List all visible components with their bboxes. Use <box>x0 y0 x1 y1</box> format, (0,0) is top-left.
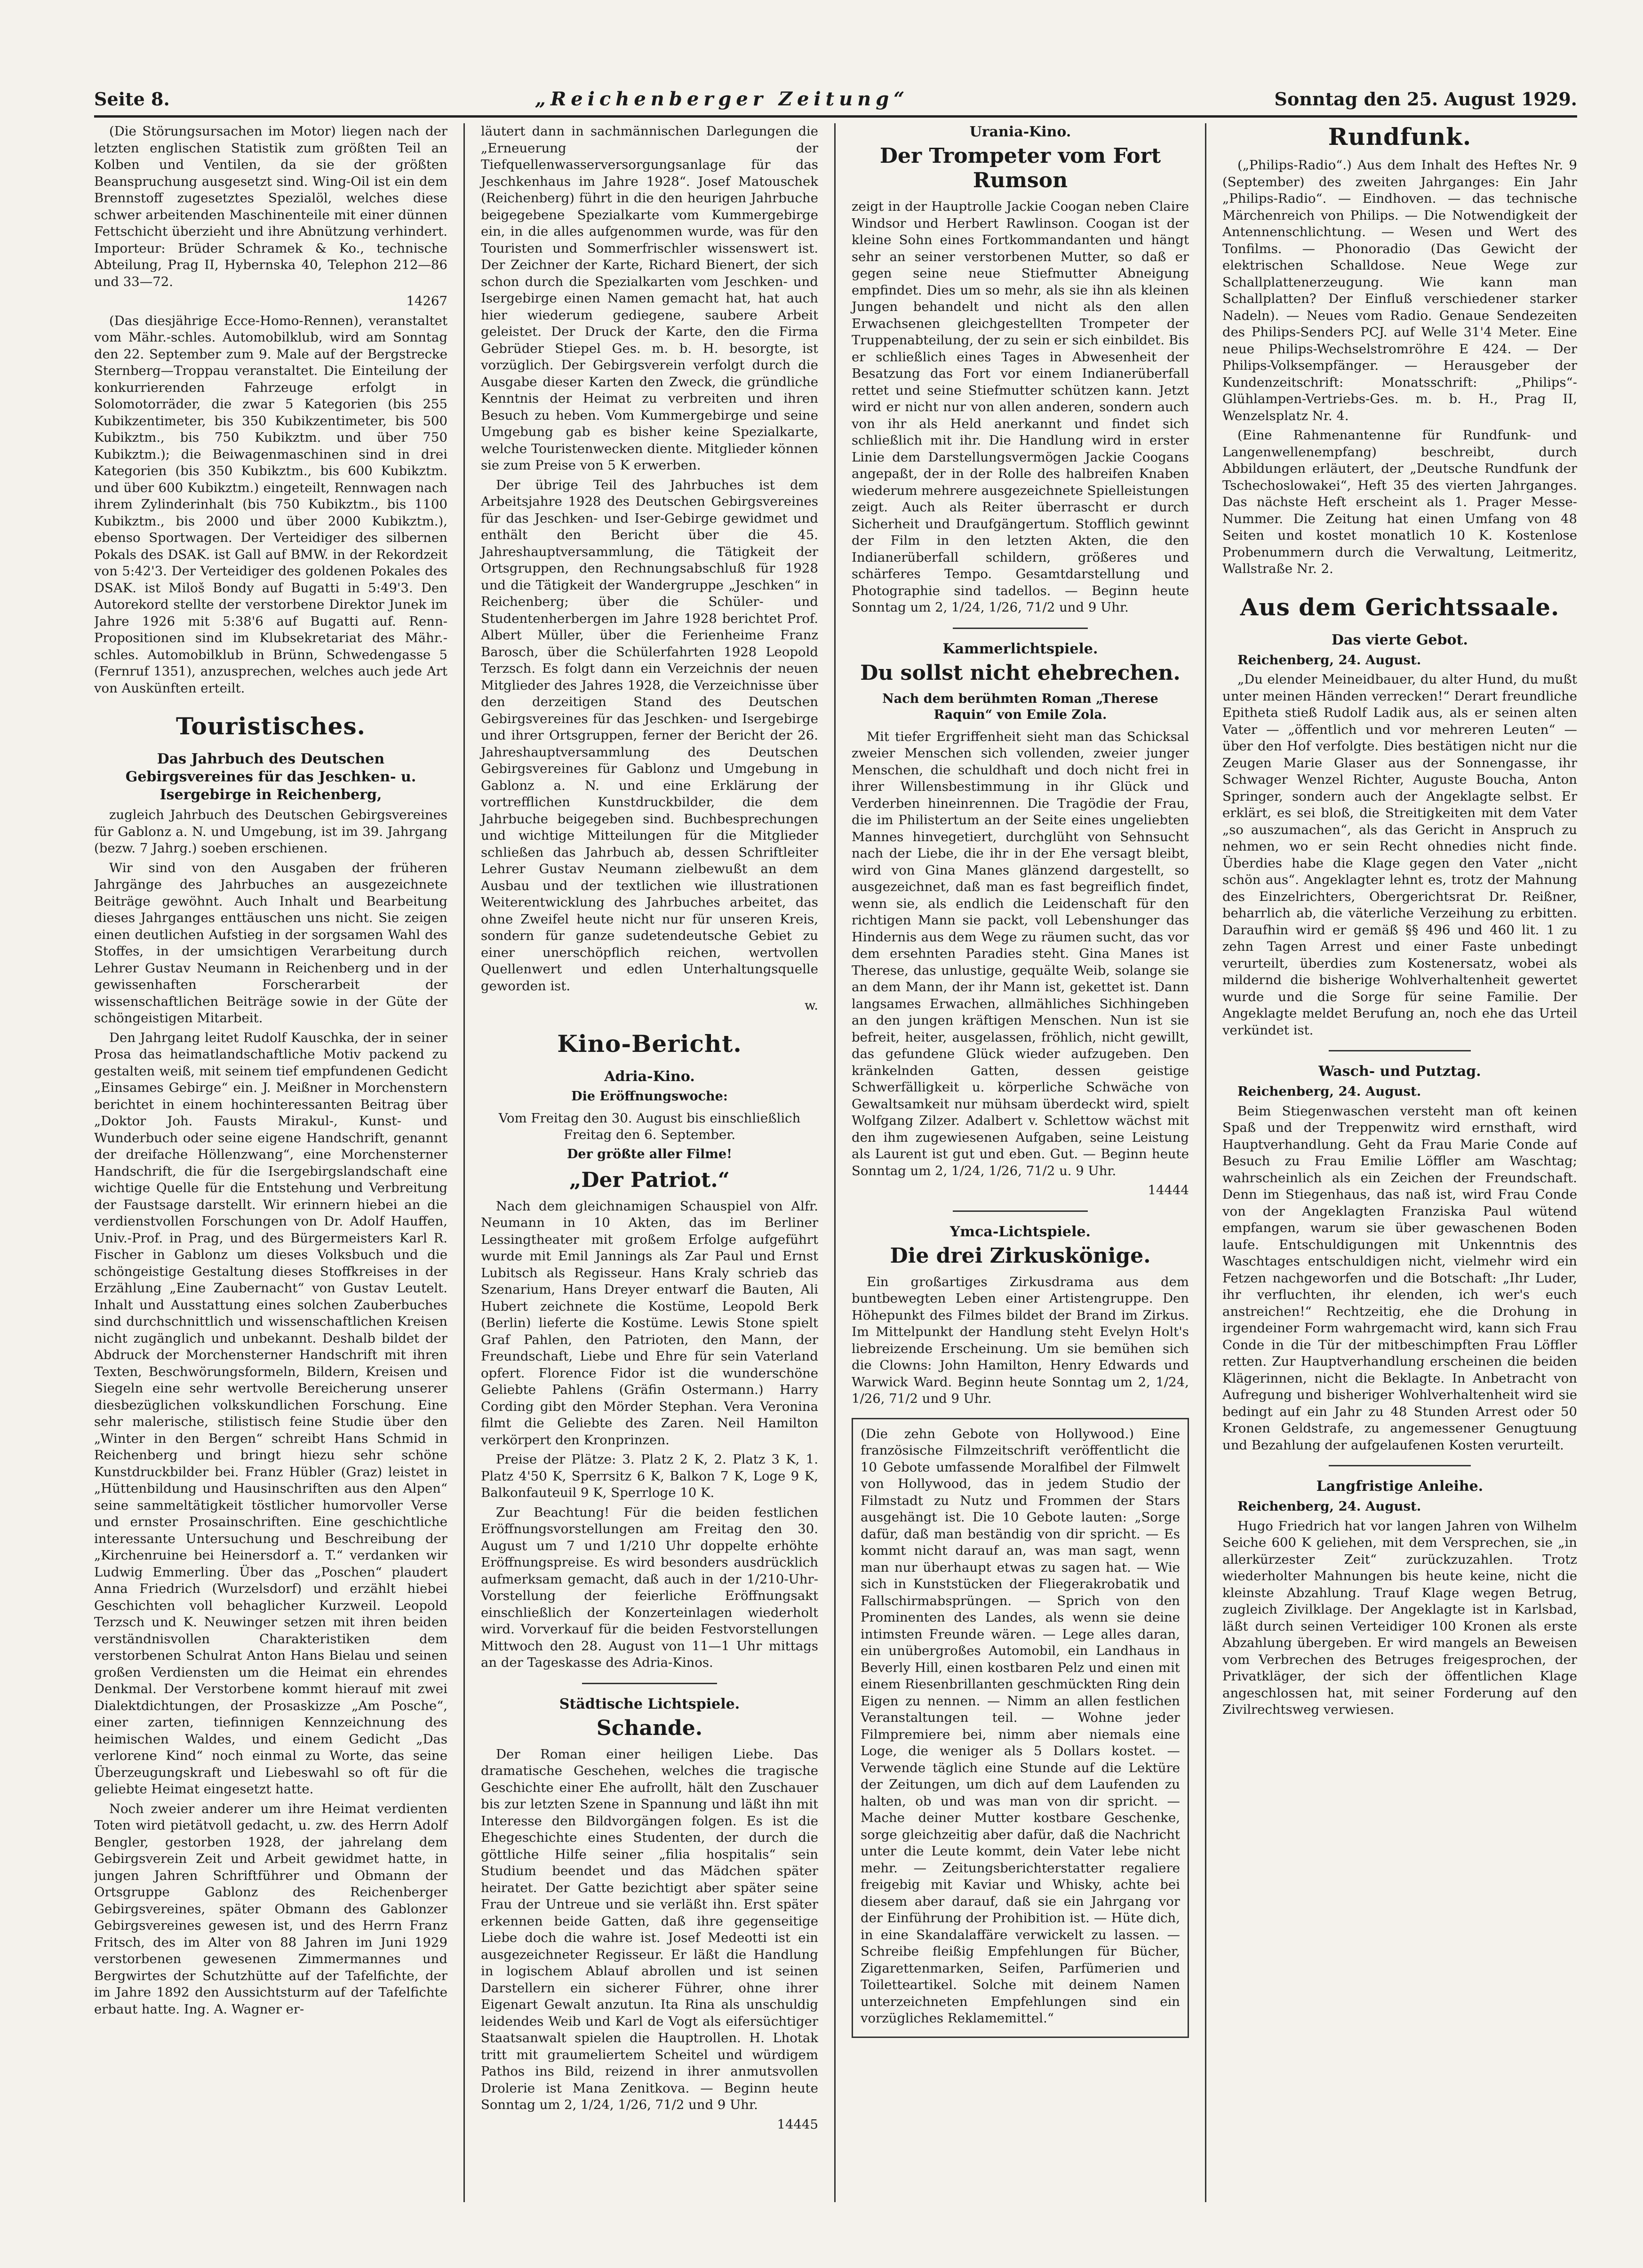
section-gerichtssaal: Aus dem Gerichtssaale. <box>1240 593 1560 621</box>
dateline: Reichenberg, 24. August. <box>1237 1084 1421 1099</box>
column-2 <box>465 123 836 2202</box>
notice: Zur Beachtung! Für die beiden festlichen Eröffnungsvorstellungen am Freitag den 30. August um 7 und 1/210 Uhr doppelte erhöhte Eröffnungspreise. Es wird besonders ausdrücklich aufmerksam gemacht, daß auch in der 1/210-Uhr-Vorstellung der feierliche Eröffnungsakt einschließlich der Konzerteinlagen wiederholt wird. Vorverkauf für die beiden Festvorstellungen Mittwoch den 28. August von 11—1 Uhr mittags an der Tageskasse des Adria-Kinos. <box>481 1504 818 1670</box>
paragraph: zugleich Jahrbuch des Deutschen Gebirgsvereines für Gablonz a. N. und Umgebung, ist im 39. Jahrgang (bezw. 7 Jahrg.) soeben erschienen. <box>94 807 447 856</box>
show-dates: Vom Freitag den 30. August bis einschließlich Freitag den 6. September. <box>498 1110 801 1142</box>
reference-number: 14445 <box>777 2117 818 2132</box>
paragraph: Beim Stiegenwaschen versteht man oft keinen Spaß und der Treppenwitz wird ernsthaft, wird Hauptverhandlung. Geht da Frau Marie Conde auf Besuch zu Frau Emilie Löffler am Waschtag; wahrscheinlich als ein Zeichen der Freundschaft. Denn im Stiegenhaus, das naß ist, wird Frau Conde von der Angeklagten Franziska Paul wütend empfangen, warum sie über gewaschenen Boden laufe. Entschuldigungen mit Unkenntnis des Waschtages entschuldigen nicht, vielmehr wird ein Fetzen nachgeworfen und die Botschaft: „Ihr Luder, ihr verfluchten, ihr elenden, ich wer's euch anstreichen!“ Rechtzeitig, ehe die Drohung in irgendeiner Form wahrgemacht wird, kann sich Frau Conde in die Tür der mitbeschimpften Frau Löffler retten. Zur Hauptverhandlung erscheinen die beiden Klägerinnen, nicht die Beklagte. In Anbetracht von Aufregung und bisheriger Wohlverhaltenheit wird sie bedingt auf ein Jahr zu 48 Stunden Arrest oder 50 Kronen Geldstrafe, zu angemessener Genugtuung und Bezahlung der aufgelaufenen Kosten verurteilt. <box>1222 1103 1577 1453</box>
dateline: Reichenberg, 24. August. <box>1237 1499 1421 1514</box>
film-title-ehebrechen: Du sollst nicht ehebrechen. <box>860 661 1180 685</box>
paragraph: läutert dann in sachmännischen Darlegungen die „Erneuerung der Tiefquellenwasserversorgungsanlage für das Jeschkenhaus im Jahre 1928“. Josef Matouschek (Reichenberg) führt in die den heurigen Jahrbuche beigegebene Spezialkarte vom Kummergebirge ein, in die alles aufgenommen wurde, was für den Touristen und Sommerfrischler wissenswert ist. Der Zeichner der Karte, Richard Bienert, der sich schon durch die Spezialkarten vom Jeschken- und Isergebirge einen Namen gemacht hat, hat auch hier wiederum gediegene, saubere Arbeit geleistet. Der Druck der Karte, den die Firma Gebrüder Stiepel Ges. m. b. H. besorgte, ist vorzüglich. Der Gebirgsverein verfolgt durch die Ausgabe dieser Karten den Zweck, die gründliche Kenntnis der Heimat zu verbreiten und ihren Besuch zu heben. Vom Kummergebirge und seine Umgebung gab es bisher keine Spezialkarte, welche Touristenwecken diente. Mitglieder können sie zum Preise von 5 K erwerben. <box>481 124 818 473</box>
paragraph: Mit tiefer Ergriffenheit sieht man das Schicksal zweier Menschen sich vollenden, zweier junger Menschen, die schuldhaft und doch nicht frei in ihrer Willensbestimmung in ihr Glück und Verderben hineinrennen. Die Tragödie der Frau, die im Philistertum an der Seite eines ungeliebten Mannes hinvegetiert, durchglüht von Sehnsucht nach der Liebe, die ihr in der Ehe versagt bleibt, wird von Gina Manes glänzend dargestellt, so ausgezeichnet, daß man es fast begreiflich findet, wenn sie, als endlich die Leidenschaft für den richtigen Mann sie packt, voll Lebenshunger das Hindernis aus dem Wege zu räumen sucht, das vor dem ersehnten Paradies steht. Gina Manes ist Therese, das unlustige, gequälte Weib, solange sie an dem Mann, der ihr Mann ist, gekettet ist. Dann langsames Erwachen, allmähliches Sichhingeben an den jungen kräftigen Menschen. Nun ist sie befreit, heiter, ausgelassen, fröhlich, nicht gewillt, das gefundene Glück wieder aufzugeben. Den kränkelnden Gatten, dessen geistige Schwerfälligkeit u. körperliche Schwäche von Gewaltsamkeit nur mühsam überdeckt wird, spielt Wolfgang Zilzer. Adalbert v. Schlettow wächst mit den ihm zugewiesenen Aufgaben, seine Leistung als Laurent ist gut und eben. Gut. — Beginn heute Sonntag um 2, 1/24, 1/26, 71/2 u. 9 Uhr. <box>852 729 1189 1178</box>
section-touristisches: Touristisches. <box>175 712 366 740</box>
reference-number: 14444 <box>1148 1183 1189 1198</box>
paragraph: „Du elender Meineidbauer, du alter Hund, du mußt unter meinen Händen verrecken!“ Derart freundliche Epitheta stieß Rudolf Ladik aus, als er seinen alten Vater — „öffentlich und vor mehreren Leuten“ — über den Hof verfolgte. Dies bestätigen nicht nur die Zeugen Marie Glaser aus der Sonnengasse, ihr Schwager Wenzel Richter, Auguste Boucha, Anton Springer, sondern auch der Angeklagte selbst. Er erklärt, es sei bloß, die Streitigkeiten mit dem Vater „so auszumachen“, als das Gericht in Anspruch zu nehmen, wo er sein Recht ohnedies nicht finde. Überdies habe die Klage gegen den Vater „nicht schön aus“. Angeklagter lehnt es, trotz der Mahnung des Einzelrichters, Obergerichtsrat Dr. Reißner, beharrlich ab, die väterliche Verzeihung zu erbitten. Daraufhin wird er gemäß §§ 496 und 460 lit. 1 zu zehn Tagen Arrest und einer Faste unbedingt verurteilt, überdies zum Kostenersatz, wobei als mildernd die bisherige Wohlverhaltenheit gewertet wurde und die Sorge für seine Familie. Der Angeklagte meldet Berufung an, noch ehe das Urteil verkündet ist. <box>1222 672 1577 1038</box>
article-title-waschtag: Wasch- und Putztag. <box>1318 1063 1481 1080</box>
paragraph: Ein großartiges Zirkusdrama aus dem buntbewegten Leben einer Artistengruppe. Den Höhepunkt des Filmes bildet der Brand im Zirkus. Im Mittelpunkt der Handlung steht Evelyn Holt's liebreizende Erscheinung. Um sie bemühen sich die Clowns: John Hamilton, Henry Edwards und Warwick Ward. Beginn heute Sonntag um 2, 1/24, 1/26, 71/2 und 9 Uhr. <box>852 1274 1189 1406</box>
paragraph: Hugo Friedrich hat vor langen Jahren von Wilhelm Seiche 600 K geliehen, mit dem Versprechen, sie „in allerkürzester Zeit“ zurückzuzahlen. Trotz wiederholter Mahnungen bis heute keine, nicht die kleinste Abzahlung. Trauf Klage wegen Betrug, zugleich Zivilklage. Der Angeklagte ist in Karlsbad, läßt durch seinen Verteidiger 100 Kronen als erste Abzahlung übergeben. Er wird mangels an Beweisen vom Verbrechen des Betruges freigesprochen, der Privatkläger, der sich der öffentlichen Klage angeschlossen hat, mit seiner Forderung auf den Zivilrechtsweg verwiesen. <box>1222 1518 1577 1717</box>
author-sign: w. <box>804 998 818 1013</box>
divider <box>582 1683 717 1684</box>
paragraph: (Die zehn Gebote von Hollywood.) Eine französische Filmzeitschrift veröffentlicht die 10 Gebote umfassende Moralfibel der Filmwelt von Hollywood, das in jedem Studio der Filmstadt zu Nutz und Frommen der Stars ausgehängt ist. Die 10 Gebote lauten: „Sorge dafür, daß man beständig von dir spricht. — Es kommt nicht darauf an, was man sagt, wenn man nur überhaupt etwas zu sagen hat. — Wie sich in Kunststücken der Fliegerakrobatik und Fallschirmabsprüngen. — Sprich von den Prominenten des Landes, als wenn sie deine intimsten Freunde wären. — Lege alles daran, ein unübergroßes Automobil, ein Landhaus in Beverly Hill, einen kostbaren Pelz und einen mit einem Riesenbrillanten geschmückten Ring dein Eigen zu nennen. — Nimm an allen festlichen Veranstaltungen teil. — Wohne jeder Filmpremiere bei, nimm aber niemals eine Loge, die weniger als 5 Dollars kostet. — Verwende täglich eine Stunde auf die Lektüre der Zeitungen, um dich auf dem Laufenden zu halten, ob und was man von dir spricht. — Mache deiner Mutter kostbare Geschenke, sorge gleichzeitig aber dafür, daß die Nachricht unter die Leute kommt, dein Vater lebe nicht mehr. — Zeitungsberichterstatter regaliere freigebig mit Kaviar und Whisky, achte bei diesem aber darauf, daß sie ein Jahrgang vor der Einführung der Prohibition ist. — Hüte dich, in eine Skandalaffäre verwickelt zu lassen. — Schreibe fleißig Empfehlungen für Bücher, Zigarettenmarken, Seifen, Parfümerien und Toiletteartikel. Solche mit deinem Namen unterzeichneten Empfehlungen sind ein vorzügliches Reklamemittel.“ <box>861 1426 1180 2026</box>
section-rundfunk: Rundfunk. <box>1328 123 1472 151</box>
cinema-name-ymca: Ymca-Lichtspiele. <box>949 1223 1091 1240</box>
ticket-prices: Preise der Plätze: 3. Platz 2 K, 2. Platz 3 K, 1. Platz 4'50 K, Sperrsitz 6 K, Balkon 7 K, Loge 9 K, Balkonfauteuil 9 K, Sperrloge 10 K. <box>481 1452 818 1500</box>
article-motor: (Die Störungsursachen im Motor) liegen nach der letzten englischen Statistik zum größten Teil an Kolben und Ventilen, da sie der größten Beanspruchung ausgesetzt sind. Wing-Oil ist ein dem Brennstoff zugesetztes Spezialöl, welches diese schwer arbeitenden Maschinenteile mit einer dünnen Fettschicht überzieht und ihre Abnützung verhindert. Importeur: Brüder Schramek & Ko., technische Abteilung, Prag II, Hybernska 40, Telephon 212—86 und 33—72. <box>94 124 447 289</box>
paragraph: Der Roman einer heiligen Liebe. Das dramatische Geschehen, welches die tragische Geschichte einer Ehe aufrollt, hält den Zuschauer bis zur letzten Szene in Spannung und läßt ihn mit Interesse den Bildvorgängen folgen. Es ist die Ehegeschichte eines Studenten, der durch die göttliche Hilfe seiner „filia hospitalis“ sein Studium beendet und das Mädchen später heiratet. Der Gatte bezichtigt aber später seine Frau der Untreue und sie verläßt ihn. Erst später erkennen beide Gatten, daß ihre gegenseitige Liebe doch die wahre ist. Josef Medeotti ist ein ausgezeichneter Regisseur. Er läßt die Handlung in logischem Ablauf abrollen und ist seinen Darstellern ein sicherer Führer, ohne ihrer Eigenart Gewalt anzutun. Ita Rina als unschuldig leidendes Weib und Karl de Vogt als eifersüchtiger Staatsanwalt spielen die Hauptrollen. H. Lhotak tritt mit graumeliertem Scheitel und würdigem Pathos ins Bild, reizend in ihrer anmutsvollen Drolerie ist Mana Zenitkova. — Beginn heute Sonntag um 2, 1/24, 1/26, 71/2 und 9 Uhr. <box>481 1746 818 2112</box>
boxed-article-hollywood <box>852 1418 1189 2038</box>
paragraph: Nach dem gleichnamigen Schauspiel von Alfr. Neumann in 10 Akten, das im Berliner Lessingtheater mit großem Erfolge aufgeführt wurde mit Emil Jannings als Zar Paul und Ernst Lubitsch als Regisseur. Hans Kraly schrieb das Szenarium, Hans Dreyer entwarf die Bauten, Ali Hubert zeichnete die Kostüme, Leopold Berk (Berlin) lieferte die Kostüme. Lewis Stone spielt Graf Pahlen, den Patrioten, den Mann, der Freundschaft, Liebe und Ehre für sein Vaterland opfert. Florence Fidor ist die wunderschöne Geliebte Pahlens (Gräfin Ostermann.) Harry Cording gibt den Mörder Stephan. Vera Veronina filmt die Geliebte des Zaren. Neil Hamilton verkörpert den Kronprinzen. <box>481 1198 818 1448</box>
paragraph: Den Jahrgang leitet Rudolf Kauschka, der in seiner Prosa das heimatlandschaftliche Motiv packend zu gestalten weiß, mit seinem tief empfundenen Gedicht „Einsames Gebirge“ ein. J. Meißner in Morchenstern berichtet in einem hochinteressanten Beitrag über „Doktor Joh. Fausts Mirakul-, Kunst- und Wunderbuch oder seine eigene Handschrift, genannt der dreifache Höllenzwang“, eine Morchensterner Handschrift, die für die Isergebirgslandschaft eine wichtige Quelle für die Entstehung und Verbreitung der Faustsage darstellt. Wir erinnern hiebei an die verdienstvollen Forschungen von Dr. Adolf Hauffen, Univ.-Prof. in Prag, und des Bürgermeisters Karl R. Fischer in Gablonz um dieses Volksbuch und die schöngeistige Gestaltung dieses Stoffkreises in der Erzählung „Eine Zaubernacht“ von Gustav Leutelt. Inhalt und Ausstattung eines solchen Zauberbuches sind durchschnittlich und wissenschaftlichen Kreisen nicht zugänglich und unbekannt. Deshalb bildet der Abdruck der Morchensterner Handschrift mit ihren Texten, Beschwörungsformeln, Bildern, Kreisen und Siegeln eine sehr wertvolle Bereicherung unserer diesbezüglichen volkskundlichen Forschung. Eine sehr malerische, stilistisch feine Studie über den „Winter in den Bergen“ schreibt Hans Schmid in Reichenberg und bringt hiezu sehr schöne Kunstdruckbilder bei. Franz Hübler (Graz) leistet in „Hüttenbildung und Hausinschriften aus den Alpen“ seine sammeltätigkeit töstlicher humorvoller Verse und ernster Prosainschriften. Eine geschichtliche interessante Untersuchung und Beschreibung der „Kirchenruine bei Heinersdorf a. T.“ verdanken wir Ludwig Emmerling. Über das „Poschen“ plaudert Anna Friedrich (Wurzelsdorf) und erzählt hiebei Geschichten voll behaglicher Kurzweil. Leopold Terzsch und K. Neuwinger setzen mit ihren beiden verständnisvollen Charakteristiken dem verstorbenen Schulrat Anton Hans Bielau und seinen großen Verdiensten um die Heimat ein ehrendes Denkmal. Der Verstorbene kommt hierauf mit zwei Dialektdichtungen, der Prosaskizze „Am Posche“, einer zarten, tiefinnigen Kennzeichnung des heimischen Waldes, und einem Gedicht „Das verlorene Kind“ noch einmal zu Worte, das seine Überzeugungskraft und Liebeswahl so oft für die geliebte Heimat eingesetzt hatte. <box>94 1030 447 1797</box>
masthead: „Reichenberger Zeitung“ <box>535 88 909 110</box>
cinema-name-urania: Urania-Kino. <box>969 124 1071 140</box>
film-title-zirkus: Die drei Zirkuskönige. <box>890 1243 1151 1268</box>
issue-date: Sonntag den 25. August 1929. <box>1274 88 1577 110</box>
divider <box>953 628 1088 629</box>
dateline: Reichenberg, 24. August. <box>1237 652 1421 668</box>
reference-number: 14267 <box>406 294 447 309</box>
paragraph: (Eine Rahmenantenne für Rundfunk- und Langenwellenempfang) beschreibt, durch Abbildungen erläutert, der „Deutsche Rundfunk der Tschechoslowakei“, Heft 35 des vierten Jahrganges. Das nächste Heft erscheint als 1. Prager Messe-Nummer. Die Zeitung hat einen Umfang von 48 Seiten und kostet monatlich 10 K. Kostenlose Probenummern durch die Verwaltung, Leitmeritz, Wallstraße Nr. 2. <box>1222 428 1577 576</box>
film-title-schande: Schande. <box>596 1716 703 1740</box>
cinema-name-adria: Adria-Kino. <box>604 1068 695 1085</box>
divider <box>953 1210 1088 1212</box>
cinema-name-kammer: Kammerlichtspiele. <box>942 640 1098 657</box>
divider <box>1329 1050 1471 1051</box>
film-title-patriot: „Der Patriot.“ <box>569 1168 730 1192</box>
page-header <box>94 82 1577 118</box>
divider <box>1329 1465 1471 1466</box>
paragraph: Wir sind von den Ausgaben der früheren Jahrgänge des Jahrbuches an ausgezeichnete Beiträge gewöhnt. Auch Inhalt und Bearbeitung dieses Jahrganges enttäuschen uns nicht. Sie zeigen einen deutlichen Aufstieg in der sorgsamen Wahl des Stoffes, in der umsichtigen Verarbeitung durch Lehrer Gustav Neumann in Reichenberg und in der gewissenhaften Forscherarbeit der wissenschaftlichen Beiträge sowie in der Güte der schöngeistigen Mitarbeit. <box>94 860 447 1026</box>
film-note: Nach dem berühmten Roman „Therese Raquin“ von Emile Zola. <box>882 691 1158 722</box>
article-ecce-homo: (Das diesjährige Ecce-Homo-Rennen), veranstaltet vom Mähr.-schles. Automobilklub, wird am Sonntag den 22. September zum 9. Male auf der Bergstrecke Sternberg—Troppau veranstaltet. Die Einteilung der konkurrierenden Fahrzeuge erfolgt in Solomotorräder, die zwar 5 Kategorien (bis 255 Kubikzentimeter, bis 350 Kubikzentimeter, bis 500 Kubikztm., bis 750 Kubikztm. und über 750 Kubikztm.); die Beiwagenmaschinen sind in drei Kategorien (bis 350 Kubikztm., bis 600 Kubikztm. und über 600 Kubikztm.) eingeteilt, Rennwagen nach ihrem Zylinderinhalt (bis 750 Kubikztm., bis 1100 Kubikztm., bis 2000 und über 2000 Kubikztm.), ebenso Sportwagen. Der Verteidiger des silbernen Pokals des DSAK. ist Gall auf BMW. in der Rekordzeit von 5:42'3. Der Verteidiger des goldenen Pokales des DSAK. ist Miloš Bondy auf Bugatti in 5:49'3. Den Autorekord stellte der verstorbene Direktor Junek im Jahre 1926 mit 5:38'6 auf Bugatti auf. Renn-Propositionen sind im Klubsekretariat des Mähr.-schles. Automobilklub in Brünn, Schwedengasse 5 (Fernruf 1351), anzusprechen, welches auch jede Art von Auskünften erteilt. <box>94 313 447 696</box>
paragraph: Der übrige Teil des Jahrbuches ist dem Arbeitsjahre 1928 des Deutschen Gebirgsvereines für das Jeschken- und Iser-Gebirge gewidmet und enthält den Bericht über die 45. Jahreshauptversammlung, die Tätigkeit der Ortsgruppen, den Rechnungsabschluß für 1928 und die Tätigkeit der Wandergruppe „Jeschken“ in Reichenberg; über die Schüler- und Studentenherbergen im Jahre 1928 berichtet Prof. Albert Müller, über die Ferienheime Franz Barosch, über die Schülerfahrten 1928 Leopold Terzsch. Es folgt dann ein Verzeichnis der neuen Mitglieder des Jahres 1928, die Verzeichnisse über den derzeitigen Stand des Deutschen Gebirgsvereines für das Jeschken- und Isergebirge und ihrer Ortsgruppen, ferner der Bericht der 26. Jahreshauptversammlung des Deutschen Gebirgsvereines für Gablonz und Umgebung in Gablonz a. N. und eine Erklärung der vortrefflichen Kunstdruckbilder, die dem Jahrbuche beigegeben sind. Buchbesprechungen und wichtige Mitteilungen für die Mitglieder schließen das Jahrbuch ab, dessen Schriftleiter Lehrer Gustav Neumann zielbewußt an dem Ausbau und der textlichen wie illustrationen Weiterentwicklung des Jahrbuches arbeitet, das ohne Zweifel heute nicht nur für unseren Kreis, sondern für ganze sudetendeutsche Gebiet zu einer unerschöpflich reichen, wertvollen Quellenwert und edlen Unterhaltungsquelle geworden ist. <box>481 477 818 994</box>
tagline: Der größte aller Filme! <box>567 1146 732 1162</box>
cinema-name-staedtische: Städtische Lichtspiele. <box>559 1695 740 1712</box>
column-3 <box>836 123 1206 2202</box>
film-title-trompeter: Der Trompeter vom Fort Rumson <box>879 144 1161 192</box>
article-title-anleihe: Langfristige Anleihe. <box>1316 1478 1483 1495</box>
page-number: Seite 8. <box>94 88 170 110</box>
section-kino-bericht: Kino-Bericht. <box>557 1029 742 1058</box>
paragraph: zeigt in der Hauptrolle Jackie Coogan neben Claire Windsor und Herbert Rawlinson. Coogan ist der kleine Sohn eines Fortkommandanten und hängt sehr an seiner verstorbenen Mutter, so daß er gegen seine neue Stiefmutter Abneigung empfindet. Dies um so mehr, als sie ihn als kleinen Jungen behandelt und nicht als den allen Erwachsenen gleichgestellten Trompeter der Truppenabteilung, der zu sein er sich einbildet. Bis er schließlich eines Tages in Abwesenheit der Besatzung das Fort vor einem Indianerüberfall rettet und seine Stiefmutter schützen kann. Jetzt wird er nicht nur von allen anderen, sondern auch von ihr als Held anerkannt und findet sich schließlich mit ihr. Die Handlung wird in erster Linie dem Darstellungsvermögen Jackie Coogans angepaßt, der in der Rolle des halbreifen Knaben wiederum mehrere ausgezeichnete Spielleistungen zeigt. Auch als Reiter überrascht er durch Sicherheit und Draufgängertum. Stofflich gewinnt der Film in den letzten Akten, die den Indianerüberfall schildern, größeres und schärferes Tempo. Gesamtdarstellung und Photographie sind tadellos. — Beginn heute Sonntag um 2, 1/24, 1/26, 71/2 und 9 Uhr. <box>852 199 1189 615</box>
paragraph: Noch zweier anderer um ihre Heimat verdienten Toten wird pietätvoll gedacht, u. zw. des Herrn Adolf Bengler, gestorben 1928, der jahrelang dem Gebirgsverein Zeit und Arbeit gewidmet hatte, in jungen Jahren Schriftführer und Obmann der Ortsgruppe Gablonz des Reichenberger Gebirgsvereines, später Obmann des Gablonzer Gebirgsvereines gewesen ist, und des Herrn Franz Fritsch, des im Alter von 88 Jahren im Juni 1929 verstorbenen gewesenen Zimmermannes und Bergwirtes der Schutzhütte auf der Tafelfichte, der im Jahre 1892 den Aussichtsturm auf der Tafelfichte erbaut hatte. Ing. A. Wagner er- <box>94 1801 447 2017</box>
column-grid <box>94 123 1577 2202</box>
article-title-viertes-gebot: Das vierte Gebot. <box>1332 631 1468 648</box>
article-title-jahrbuch: Das Jahrbuch des Deutschen Gebirgsvereines für das Jeschken- u. Isergebirge in Reichenberg, <box>125 751 416 803</box>
note-eroeffnung: Die Eröffnungswoche: <box>571 1089 728 1104</box>
column-4 <box>1206 123 1577 2202</box>
column-1 <box>94 123 465 2202</box>
paragraph: („Philips-Radio“.) Aus dem Inhalt des Heftes Nr. 9 (September) des zweiten Jahrganges: Ein Jahr „Philips-Radio“. — Eindhoven. — das technische Märchenreich von Philips. — Die Notwendigkeit der Antennenschlichtung. — Wesen und Wert des Tonfilms. — Phonoradio (Das Gewicht der elektrischen Schalldose. Neue Wege zur Schallplattenerzeugung. Wie kann man Schallplatten? Der Einfluß verschiedener starker Nadeln). — Neues vom Radio. Genaue Sendezeiten des Philips-Senders PCJ. auf Welle 31'4 Meter. Eine neue Philips-Wechselstromröhre E 424. — Der Philips-Volksempfänger. — Herausgeber der Kundenzeitschrift: Monatsschrift: „Philips“-Glühlampen-Vertriebs-Ges. m. b. H., Prag II, Wenzelsplatz Nr. 4. <box>1222 158 1577 423</box>
